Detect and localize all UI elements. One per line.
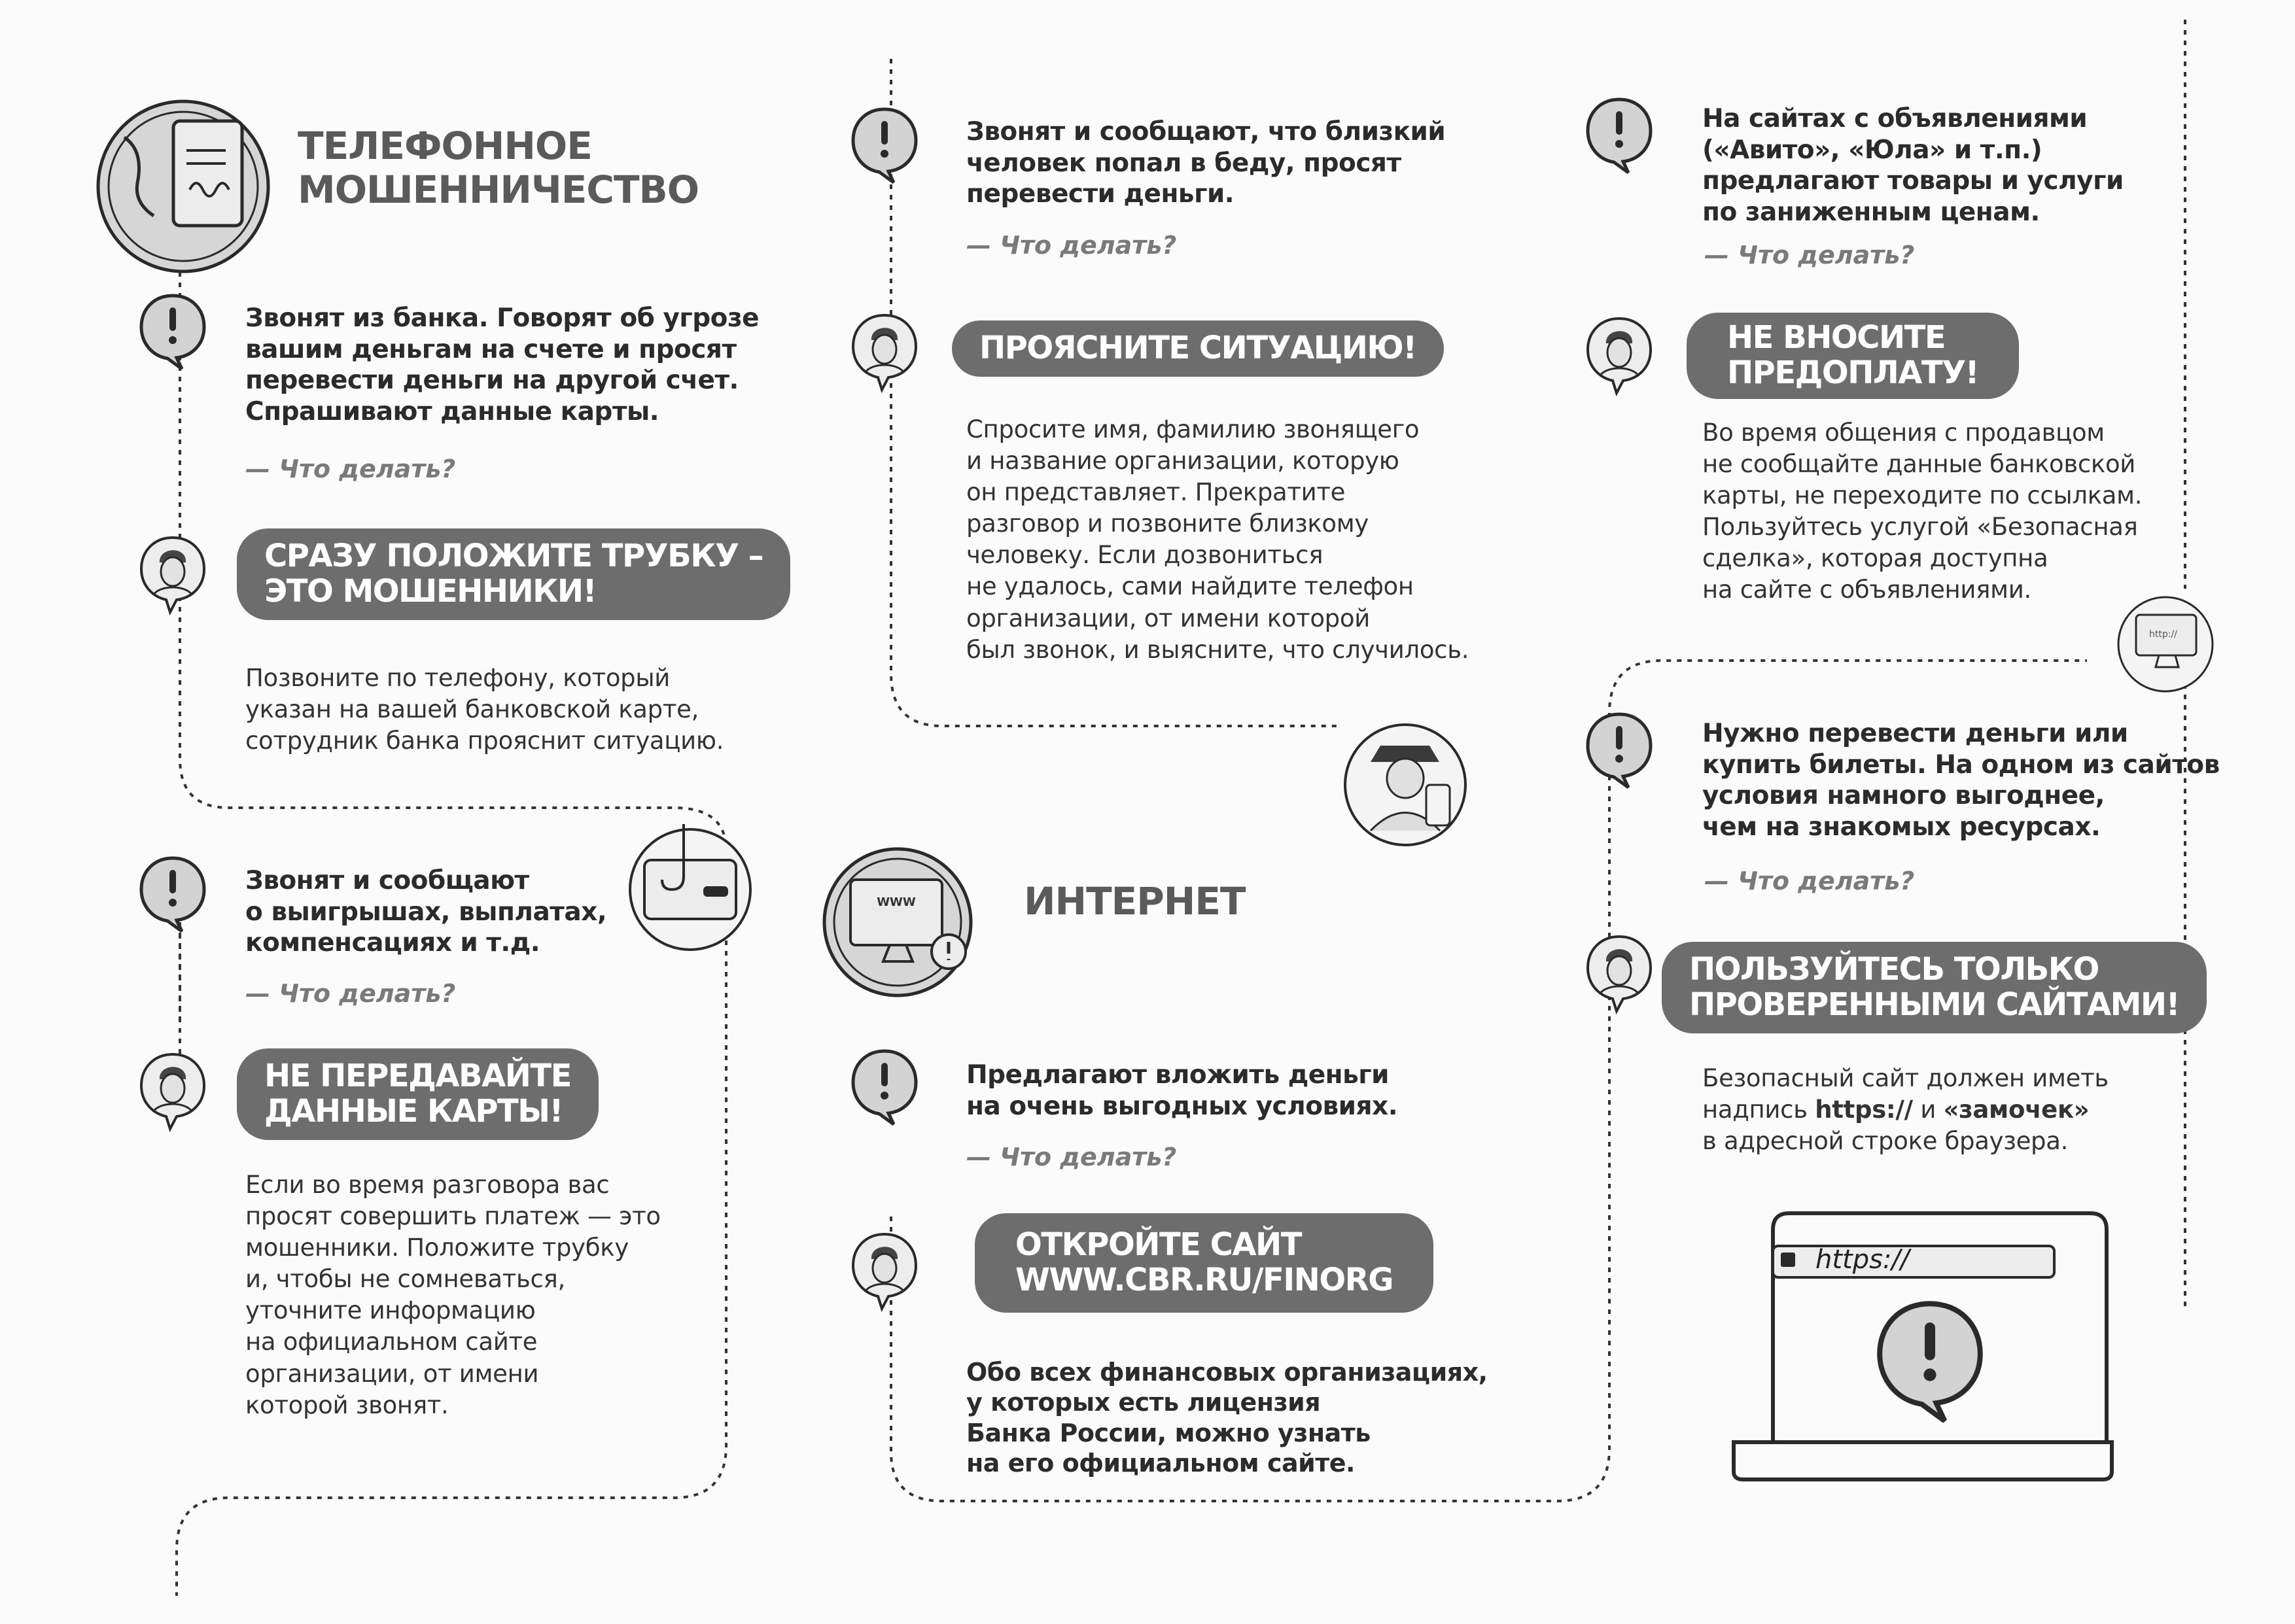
line: Во время общения с продавцом — [1702, 419, 2105, 447]
banner-line: ОТКРОЙТЕ САЙТ — [1015, 1226, 1301, 1263]
line: компенсациях и т.д. — [245, 928, 540, 958]
line: («Авито», «Юла» и т.п.) — [1702, 135, 2042, 165]
line: Банка России, можно узнать — [966, 1418, 1371, 1447]
line: и название организации, которую — [966, 447, 1399, 475]
line: Спрашивают данные карты. — [245, 396, 659, 426]
text-part: и — [1912, 1096, 1944, 1124]
monitor-label: http:// — [2149, 629, 2177, 640]
line: Нужно перевести деньги или — [1702, 719, 2128, 748]
title-line: МОШЕННИЧЕСТВО — [298, 167, 699, 213]
what-to-do-label: — Что делать? — [966, 231, 1177, 260]
advice-banner — [1687, 313, 2019, 399]
line: Безопасный сайт должен иметь — [1702, 1064, 2109, 1092]
line: Если во время разговора вас — [245, 1171, 610, 1199]
line: Позвоните по телефону, который — [245, 664, 671, 692]
advice-banner — [237, 528, 790, 620]
line: на официальном сайте — [245, 1328, 538, 1356]
internet-title: ИНТЕРНЕТ — [1024, 879, 1246, 924]
line: карты, не переходите по ссылкам. — [1702, 481, 2143, 510]
line: по заниженным ценам. — [1702, 197, 2040, 227]
line: купить билеты. На одном из сайтов — [1702, 750, 2220, 780]
line: Спросите имя, фамилию звонящего — [966, 415, 1420, 443]
advice-text — [966, 1357, 1488, 1478]
advice-banner — [1662, 942, 2207, 1033]
advice-text — [1702, 417, 2142, 606]
line: чем на знакомых ресурсах. — [1702, 812, 2101, 842]
line: Звонят и сообщают — [245, 866, 529, 895]
what-to-do-label: — Что делать? — [1704, 867, 1915, 895]
line: в адресной строке браузера. — [1702, 1127, 2069, 1156]
line: Звонят из банка. Говорят об угрозе — [245, 303, 760, 333]
line: на его официальном сайте. — [966, 1449, 1355, 1478]
line: человек попал в беду, просят — [966, 148, 1401, 178]
line: не удалось, сами найдите телефон — [966, 572, 1414, 601]
line: и, чтобы не сомневаться, — [245, 1265, 565, 1294]
what-to-do-label: — Что делать? — [966, 1143, 1177, 1171]
advice-text — [966, 414, 1469, 666]
banner-line: ПРОВЕРЕННЫМИ САЙТАМИ! — [1689, 986, 2179, 1023]
text-part: https:// — [1815, 1096, 1913, 1124]
phone-fraud-title — [298, 124, 699, 213]
line: уточните информацию — [245, 1296, 536, 1325]
line: которой звонят. — [245, 1391, 449, 1419]
advice-banner — [975, 1213, 1433, 1313]
banner-line: WWW.CBR.RU/FINORG — [1015, 1261, 1393, 1298]
what-to-do-label: — Что делать? — [245, 455, 456, 483]
what-to-do-label: — Что делать? — [1704, 241, 1915, 269]
text-part: «замочек» — [1943, 1096, 2090, 1124]
banner-line: ДАННЫЕ КАРТЫ! — [264, 1092, 563, 1130]
advice-text — [1702, 1063, 2109, 1157]
line: не сообщайте данные банковской — [1702, 450, 2136, 479]
line: человеку. Если дозвониться — [966, 541, 1323, 570]
line: на сайте с объявлениями. — [1702, 576, 2031, 604]
line: Предлагают вложить деньги — [966, 1060, 1389, 1090]
banner-line: ПРОЯСНИТЕ СИТУАЦИЮ! — [979, 330, 1416, 366]
banner-line: СРАЗУ ПОЛОЖИТЕ ТРУБКУ – — [264, 538, 763, 574]
line — [1702, 1094, 2109, 1126]
banner-line: ПРЕДОПЛАТУ! — [1727, 354, 1979, 391]
line: о выигрышах, выплатах, — [245, 897, 607, 927]
advice-text — [245, 663, 724, 757]
banner-line: НЕ ПЕРЕДАВАЙТЕ — [264, 1058, 571, 1094]
line: Обо всех финансовых организациях, — [966, 1358, 1488, 1387]
line: перевести деньги на другой счет. — [245, 366, 739, 396]
line: предлагают товары и услуги — [1702, 166, 2124, 196]
situation-text — [245, 865, 606, 959]
line: организации, от имени — [245, 1359, 539, 1388]
banner-line: НЕ ВНОСИТЕ — [1727, 319, 1946, 356]
line: Пользуйтесь услугой «Безопасная — [1702, 513, 2138, 542]
line: вашим деньгам на счете и просят — [245, 334, 737, 364]
situation-text — [1702, 718, 2220, 842]
line: на очень выгодных условиях. — [966, 1091, 1398, 1121]
line: сделка», которая доступна — [1702, 544, 2048, 573]
advice-text — [245, 1169, 661, 1421]
line: условия намного выгоднее, — [1702, 781, 2105, 811]
line: На сайтах с объявлениями — [1702, 104, 2088, 133]
line: сотрудник банка прояснит ситуацию. — [245, 727, 724, 755]
line: Звонят и сообщают, что близкий — [966, 117, 1446, 147]
www-label: WWW — [877, 895, 916, 909]
advice-banner — [952, 320, 1444, 377]
situation-text — [966, 1060, 1397, 1122]
line: организации, от имени которой — [966, 604, 1370, 632]
situation-text — [245, 303, 759, 427]
situation-text — [966, 116, 1445, 210]
text-part: надпись — [1702, 1096, 1815, 1124]
line: разговор и позвоните близкому — [966, 510, 1369, 538]
banner-line: ПОЛЬЗУЙТЕСЬ ТОЛЬКО — [1689, 951, 2099, 988]
internet-icon — [824, 849, 971, 995]
card-hook-icon — [630, 824, 750, 950]
line: был звонок, и выясните, что случилось. — [966, 635, 1469, 664]
line: перевести деньги. — [966, 179, 1235, 209]
line: просят совершить платеж — это — [245, 1202, 661, 1231]
situation-text — [1702, 103, 2124, 228]
laptop-url-text: https:// — [1815, 1245, 1910, 1275]
line: у которых есть лицензия — [966, 1388, 1321, 1417]
title-line: ТЕЛЕФОННОЕ — [298, 124, 592, 168]
phone-fraud-icon — [98, 101, 268, 271]
advice-banner — [237, 1048, 599, 1140]
monitor-warning-icon — [2118, 597, 2213, 691]
banner-line: ЭТО МОШЕННИКИ! — [264, 572, 596, 610]
what-to-do-label: — Что делать? — [245, 979, 456, 1008]
line: он представляет. Прекратите — [966, 478, 1346, 507]
line: указан на вашей банковской карте, — [245, 695, 699, 724]
line: мошенники. Положите трубку — [245, 1234, 629, 1262]
spy-icon — [1345, 725, 1465, 845]
